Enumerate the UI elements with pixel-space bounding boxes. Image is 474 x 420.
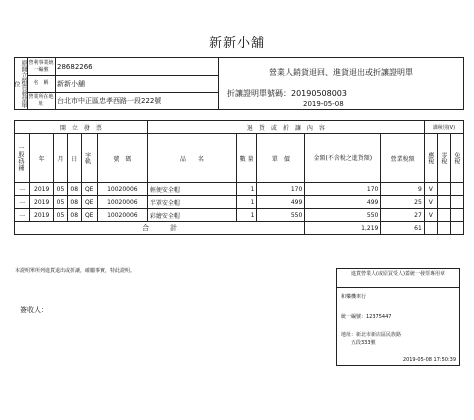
cell-check: V <box>424 209 437 222</box>
cell-empty <box>437 209 450 222</box>
number-column-header: 號 碼 <box>97 134 147 183</box>
signature-label: 簽收人： <box>20 306 48 314</box>
seller-name-row <box>27 75 218 93</box>
total-row <box>15 222 464 235</box>
price-column-header: 單 價 <box>257 134 305 183</box>
cell-tax: 9 <box>381 183 424 196</box>
stamp-header: 進貨營業人(或原買受人)蓋統一發票專用章 <box>337 269 459 288</box>
cell-check: V <box>424 183 437 196</box>
cell-track: QE <box>81 209 97 222</box>
tax-type-group-header: 課稅別(V) <box>424 121 463 134</box>
total-label: 合 計 <box>15 222 305 235</box>
cell-amount: 499 <box>305 196 381 209</box>
exempt-column-header: 免稅 <box>452 152 460 164</box>
document-title: 新新小舖 <box>208 36 265 51</box>
cell-year: 2019 <box>30 196 54 209</box>
return-items-table <box>14 120 464 235</box>
certificate-header <box>219 57 464 110</box>
cell-tax: 25 <box>381 196 424 209</box>
cell-empty <box>450 196 463 209</box>
certificate-date: 2019-05-08 <box>303 100 344 108</box>
cell-type: 一 <box>15 209 30 222</box>
returned-group-header: 退 貨 或 折 讓 內 容 <box>147 121 424 134</box>
track-column-header: 字軌 <box>83 152 91 164</box>
certificate-number <box>227 88 347 99</box>
seller-tax-id-row <box>27 58 218 76</box>
cell-year: 2019 <box>30 183 54 196</box>
stamp-timestamp: 2019-05-08 17:50:39 <box>402 357 456 363</box>
cell-month: 05 <box>54 183 68 196</box>
seller-address-value: 台北市中正區忠孝西路一段222號 <box>57 97 162 105</box>
cell-track: QE <box>81 183 97 196</box>
seller-tax-id-label: 營利事業統一編號 <box>27 58 56 75</box>
stamp-company: 和樂機車行 <box>341 294 367 300</box>
stamp-address-line-1: 地址：新北市新店區民族路 <box>341 332 402 338</box>
cell-number: 10020006 <box>97 196 147 209</box>
cell-empty <box>437 183 450 196</box>
total-taxable-cell <box>424 222 437 235</box>
cell-type: 一 <box>15 196 30 209</box>
qty-column-header: 數 量 <box>236 134 257 183</box>
cell-year: 2019 <box>30 209 54 222</box>
cell-track: QE <box>81 196 97 209</box>
cell-tax: 27 <box>381 209 424 222</box>
certificate-heading: 營業人銷貨退回、進貨退出或折讓證明單 <box>269 68 413 77</box>
cell-qty: 1 <box>236 209 257 222</box>
stamp-tax-id: 統一編號：12375447 <box>341 314 392 320</box>
cell-price: 550 <box>257 209 305 222</box>
total-exempt-cell <box>450 222 463 235</box>
taxable-column-header: 應稅 <box>426 152 434 164</box>
cell-item: 彩繪安全帽 <box>147 209 236 222</box>
table-row <box>15 196 464 209</box>
cell-item: 半罩安全帽 <box>147 196 236 209</box>
cell-amount: 550 <box>305 209 381 222</box>
certification-note: 本證明單所列進貨退出或折讓，確屬事實，特此證明。 <box>15 268 136 274</box>
table-row <box>15 183 464 196</box>
day-column-header: 日 <box>67 134 81 183</box>
cell-check: V <box>424 196 437 209</box>
cell-item: 輕便安全帽 <box>147 183 236 196</box>
cell-day: 08 <box>67 209 81 222</box>
cell-amount: 170 <box>305 183 381 196</box>
seller-info-block <box>14 57 219 110</box>
stamp-address-line-2: 五段333號 <box>351 340 376 346</box>
amount-column-header: 金額(不含稅之進貨額) <box>305 134 381 183</box>
cell-empty <box>450 209 463 222</box>
buyer-stamp-box <box>336 268 460 366</box>
seller-name-value: 新新小舖 <box>57 79 85 88</box>
seller-name-label: 名 稱 <box>27 75 56 92</box>
cell-empty <box>450 183 463 196</box>
zero-rated-column-header: 零稅 <box>439 152 447 164</box>
seller-vertical-label: 原開立銷貨發票單位 <box>13 59 27 108</box>
cell-month: 05 <box>54 209 68 222</box>
total-zero-cell <box>437 222 450 235</box>
table-row <box>15 209 464 222</box>
cell-price: 170 <box>257 183 305 196</box>
tax-column-header: 營業稅額 <box>381 134 424 183</box>
cell-empty <box>437 196 450 209</box>
year-column-header: 年 <box>30 134 54 183</box>
cell-number: 10020006 <box>97 209 147 222</box>
cell-type: 一 <box>15 183 30 196</box>
item-column-header: 品 名 <box>147 134 236 183</box>
seller-address-row <box>27 92 218 110</box>
month-column-header: 月 <box>54 134 68 183</box>
cell-day: 08 <box>67 183 81 196</box>
type-column-header: 一般/特種 <box>17 144 24 172</box>
total-tax: 61 <box>381 222 424 235</box>
cell-number: 10020006 <box>97 183 147 196</box>
seller-tax-id-value: 28682266 <box>57 62 93 71</box>
cell-month: 05 <box>54 196 68 209</box>
total-amount: 1,219 <box>305 222 381 235</box>
certificate-number-value: 20190508003 <box>291 89 347 98</box>
cell-price: 499 <box>257 196 305 209</box>
certificate-number-label: 折讓證明單號碼： <box>227 89 291 98</box>
seller-address-label: 營業所在地址 <box>27 92 56 110</box>
invoice-group-header: 開 立 發 票 <box>15 121 148 134</box>
cell-day: 08 <box>67 196 81 209</box>
cell-qty: 1 <box>236 183 257 196</box>
cell-qty: 1 <box>236 196 257 209</box>
